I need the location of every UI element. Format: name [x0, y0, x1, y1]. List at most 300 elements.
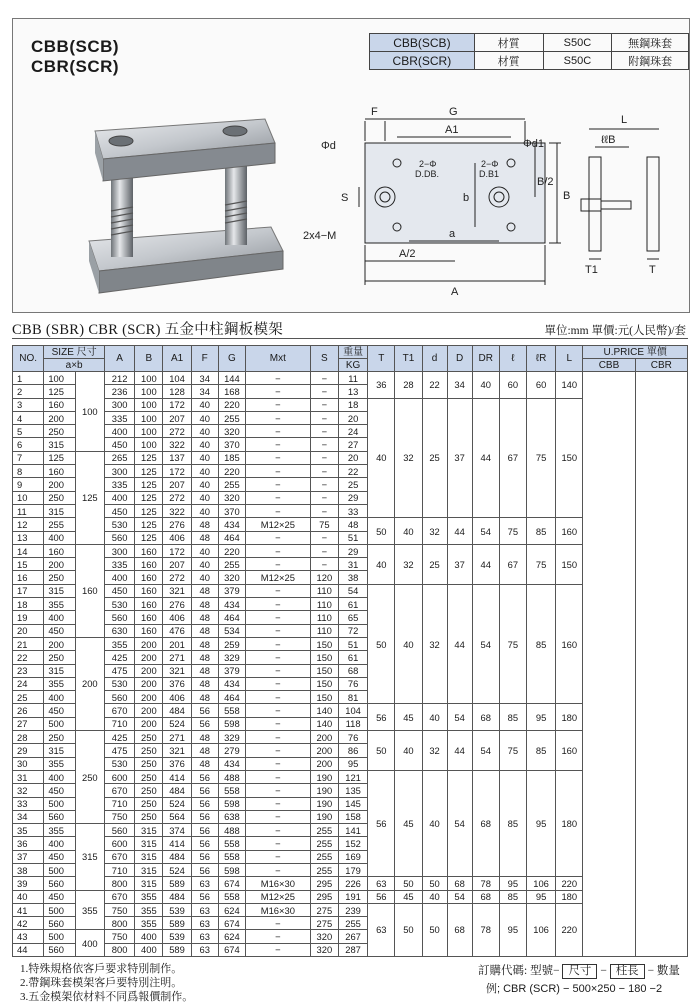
cell-D: 37: [447, 398, 472, 518]
cell-F: 40: [191, 451, 218, 464]
cell-A1: 128: [163, 385, 191, 398]
cell-A1: 589: [163, 917, 191, 930]
cell-no: 15: [13, 558, 44, 571]
cell-S: −: [310, 504, 338, 517]
cell-F: 63: [191, 943, 218, 956]
dim-B2: B/2: [537, 176, 554, 188]
cell-size-a: 250: [44, 651, 75, 664]
cell-B: 100: [135, 385, 163, 398]
cell-A: 670: [104, 850, 134, 863]
cell-no: 38: [13, 863, 44, 876]
cell-kg: 20: [338, 451, 367, 464]
cell-A1: 484: [163, 704, 191, 717]
col-l: ℓ: [499, 346, 526, 372]
cell-B: 200: [135, 651, 163, 664]
cell-Mxt: −: [245, 744, 310, 757]
cell-A: 530: [104, 598, 134, 611]
cell-S: 190: [310, 770, 338, 783]
cell-kg: 76: [338, 677, 367, 690]
cell-kg: 76: [338, 731, 367, 744]
cell-B: 100: [135, 425, 163, 438]
cell-G: 168: [218, 385, 245, 398]
cell-F: 40: [191, 491, 218, 504]
cell-D: 68: [447, 903, 472, 956]
cell-no: 36: [13, 837, 44, 850]
cell-F: 56: [191, 797, 218, 810]
cell-kg: 51: [338, 531, 367, 544]
cell-price-cbr: [635, 372, 687, 957]
cell-lR: 95: [526, 770, 555, 876]
page-title: CBB (SBR) CBR (SCR) 五金中柱鋼板模架: [12, 322, 284, 338]
cell-A: 600: [104, 770, 134, 783]
cell-size-a: 315: [44, 744, 75, 757]
cell-lR: 75: [526, 544, 555, 584]
cell-A1: 484: [163, 784, 191, 797]
cell-size-a: 315: [44, 584, 75, 597]
cell-B: 400: [135, 943, 163, 956]
cell-F: 48: [191, 731, 218, 744]
cell-F: 48: [191, 611, 218, 624]
cell-l: 85: [499, 890, 526, 903]
cell-G: 598: [218, 797, 245, 810]
cell-F: 34: [191, 372, 218, 385]
cell-no: 14: [13, 544, 44, 557]
cell-no: 1: [13, 372, 44, 385]
cell-F: 56: [191, 784, 218, 797]
cell-Mxt: M16×30: [245, 877, 310, 890]
spec-note: 無鋼珠套: [612, 34, 689, 52]
cell-d: 50: [422, 877, 447, 890]
model-name-2: CBR(SCR): [31, 57, 120, 76]
cell-B: 250: [135, 731, 163, 744]
cell-F: 48: [191, 757, 218, 770]
cell-A: 800: [104, 917, 134, 930]
cell-size-a: 500: [44, 903, 75, 916]
cell-size-a: 450: [44, 784, 75, 797]
cell-size-a: 160: [44, 544, 75, 557]
cell-d: 32: [422, 731, 447, 771]
cell-A: 750: [104, 903, 134, 916]
cell-A: 400: [104, 571, 134, 584]
cell-size-b: 100: [75, 372, 104, 452]
cell-S: −: [310, 425, 338, 438]
cell-G: 320: [218, 491, 245, 504]
cell-F: 56: [191, 850, 218, 863]
cell-kg: 33: [338, 504, 367, 517]
cell-S: 150: [310, 651, 338, 664]
cell-A: 425: [104, 731, 134, 744]
cell-A1: 172: [163, 465, 191, 478]
cell-size-a: 200: [44, 411, 75, 424]
cell-F: 48: [191, 584, 218, 597]
order-length-box: 柱長: [610, 964, 645, 979]
cell-no: 29: [13, 744, 44, 757]
cell-d: 50: [422, 903, 447, 956]
cell-G: 638: [218, 810, 245, 823]
cell-G: 279: [218, 744, 245, 757]
cell-A1: 271: [163, 651, 191, 664]
cell-B: 250: [135, 770, 163, 783]
spec-material-label: 材質: [474, 34, 543, 52]
cell-G: 220: [218, 398, 245, 411]
cell-L: 220: [556, 877, 583, 890]
cell-Mxt: M12×25: [245, 890, 310, 903]
cell-DR: 44: [472, 544, 499, 584]
cell-size-a: 400: [44, 770, 75, 783]
cell-no: 22: [13, 651, 44, 664]
cell-G: 624: [218, 930, 245, 943]
cell-T1: 50: [395, 877, 422, 890]
cell-F: 56: [191, 704, 218, 717]
cell-size-a: 450: [44, 704, 75, 717]
cell-F: 56: [191, 824, 218, 837]
cell-G: 220: [218, 465, 245, 478]
cell-B: 160: [135, 558, 163, 571]
cell-size-b: 355: [75, 890, 104, 930]
cell-DR: 68: [472, 890, 499, 903]
cell-B: 200: [135, 704, 163, 717]
cell-no: 42: [13, 917, 44, 930]
cell-T: 40: [368, 398, 395, 518]
cell-d: 25: [422, 544, 447, 584]
cell-G: 598: [218, 863, 245, 876]
cell-F: 56: [191, 770, 218, 783]
spec-table: [12, 345, 688, 957]
cell-S: −: [310, 544, 338, 557]
cell-size-b: 160: [75, 544, 104, 637]
cell-A1: 137: [163, 451, 191, 464]
cell-A1: 539: [163, 930, 191, 943]
cell-size-a: 500: [44, 717, 75, 730]
cell-size-a: 560: [44, 917, 75, 930]
cell-l: 60: [499, 372, 526, 399]
cell-kg: 25: [338, 478, 367, 491]
cell-A: 450: [104, 438, 134, 451]
cell-S: −: [310, 438, 338, 451]
dim-T: T: [649, 264, 656, 276]
cell-B: 125: [135, 451, 163, 464]
cell-size-a: 200: [44, 558, 75, 571]
dim-F: F: [371, 106, 378, 118]
cell-A1: 484: [163, 850, 191, 863]
cell-Mxt: −: [245, 478, 310, 491]
cell-no: 11: [13, 504, 44, 517]
cell-lR: 106: [526, 903, 555, 956]
cell-Mxt: −: [245, 651, 310, 664]
cell-A1: 406: [163, 611, 191, 624]
cell-G: 674: [218, 877, 245, 890]
note-3: 3.五金模架依材料不同爲報價制作。: [20, 991, 194, 1003]
cell-kg: 72: [338, 624, 367, 637]
cell-DR: 54: [472, 731, 499, 771]
cell-F: 40: [191, 438, 218, 451]
cell-size-b: 125: [75, 451, 104, 544]
cell-A1: 589: [163, 877, 191, 890]
cell-no: 19: [13, 611, 44, 624]
cell-Mxt: −: [245, 677, 310, 690]
cell-B: 250: [135, 810, 163, 823]
cell-DR: 68: [472, 704, 499, 731]
cell-F: 56: [191, 863, 218, 876]
col-price: U.PRICE 單價: [583, 346, 688, 359]
cell-T1: 45: [395, 704, 422, 731]
cell-S: 275: [310, 903, 338, 916]
cell-G: 464: [218, 531, 245, 544]
cell-no: 24: [13, 677, 44, 690]
cell-S: −: [310, 531, 338, 544]
cell-size-a: 125: [44, 385, 75, 398]
cell-d: 25: [422, 398, 447, 518]
dim-S: S: [341, 192, 349, 204]
cell-no: 2: [13, 385, 44, 398]
cell-L: 150: [556, 398, 583, 518]
col-L: L: [556, 346, 583, 372]
cell-B: 125: [135, 518, 163, 531]
cell-A1: 272: [163, 425, 191, 438]
cell-lR: 106: [526, 877, 555, 890]
cell-A: 750: [104, 810, 134, 823]
cell-B: 315: [135, 863, 163, 876]
cell-Mxt: M12×25: [245, 571, 310, 584]
cell-F: 40: [191, 465, 218, 478]
cell-A1: 484: [163, 890, 191, 903]
dim-M: 2x4−M: [303, 230, 337, 242]
cell-B: 125: [135, 465, 163, 478]
cell-A: 425: [104, 651, 134, 664]
cell-F: 48: [191, 664, 218, 677]
order-label: 訂購代碼: 型號−: [478, 965, 560, 977]
cell-l: 85: [499, 770, 526, 876]
cell-L: 150: [556, 544, 583, 584]
cell-l: 95: [499, 903, 526, 956]
cell-A1: 414: [163, 837, 191, 850]
cell-T: 56: [368, 770, 395, 876]
col-size: SIZE 尺寸: [44, 346, 105, 359]
cell-kg: 61: [338, 651, 367, 664]
cell-F: 63: [191, 903, 218, 916]
col-Mxt: Mxt: [245, 346, 310, 372]
cell-size-a: 560: [44, 943, 75, 956]
cell-A: 560: [104, 531, 134, 544]
cell-F: 40: [191, 398, 218, 411]
cell-A: 265: [104, 451, 134, 464]
col-D: D: [447, 346, 472, 372]
cell-kg: 135: [338, 784, 367, 797]
order-dash: −: [600, 965, 607, 977]
cell-lR: 60: [526, 372, 555, 399]
cell-A1: 272: [163, 571, 191, 584]
cell-B: 315: [135, 837, 163, 850]
cell-size-a: 355: [44, 824, 75, 837]
cell-F: 40: [191, 544, 218, 557]
cell-S: 110: [310, 598, 338, 611]
cell-S: 295: [310, 890, 338, 903]
cell-F: 48: [191, 651, 218, 664]
cell-kg: 191: [338, 890, 367, 903]
cell-S: 110: [310, 624, 338, 637]
cell-d: 32: [422, 518, 447, 545]
cell-B: 100: [135, 372, 163, 385]
cell-kg: 145: [338, 797, 367, 810]
cell-T: 56: [368, 890, 395, 903]
order-code: [478, 962, 680, 979]
cell-d: 22: [422, 372, 447, 399]
note-1: 1.特殊規格依客戶要求特別制作。: [20, 963, 183, 975]
cell-A1: 374: [163, 824, 191, 837]
cell-B: 100: [135, 411, 163, 424]
cell-B: 200: [135, 637, 163, 650]
cell-B: 250: [135, 757, 163, 770]
cell-Mxt: −: [245, 691, 310, 704]
cell-no: 41: [13, 903, 44, 916]
cell-B: 315: [135, 824, 163, 837]
dim-A2: A/2: [399, 248, 416, 260]
cell-A1: 321: [163, 744, 191, 757]
material-spec-table: [369, 33, 689, 70]
cell-size-a: 560: [44, 877, 75, 890]
cell-l: 67: [499, 398, 526, 518]
cell-B: 160: [135, 598, 163, 611]
cell-G: 185: [218, 451, 245, 464]
col-G: G: [218, 346, 245, 372]
cell-F: 56: [191, 810, 218, 823]
cell-S: 255: [310, 850, 338, 863]
cell-T1: 40: [395, 584, 422, 704]
title-divider: [12, 338, 688, 339]
cell-S: 110: [310, 584, 338, 597]
cell-Mxt: −: [245, 372, 310, 385]
cell-size-a: 400: [44, 837, 75, 850]
cell-A1: 322: [163, 438, 191, 451]
cell-A1: 104: [163, 372, 191, 385]
col-T: T: [368, 346, 395, 372]
cell-B: 160: [135, 611, 163, 624]
cell-Mxt: −: [245, 757, 310, 770]
cell-B: 125: [135, 478, 163, 491]
cell-no: 31: [13, 770, 44, 783]
cell-no: 30: [13, 757, 44, 770]
cell-no: 10: [13, 491, 44, 504]
dim-A1: A1: [445, 124, 459, 136]
cell-T: 63: [368, 877, 395, 890]
cell-G: 255: [218, 558, 245, 571]
cell-A1: 376: [163, 677, 191, 690]
cell-A1: 524: [163, 863, 191, 876]
cell-no: 12: [13, 518, 44, 531]
spec-note: 附鋼珠套: [612, 52, 689, 70]
cell-lR: 95: [526, 890, 555, 903]
cell-S: 255: [310, 824, 338, 837]
dim-phid: Φd: [321, 140, 336, 152]
spec-model: CBB(SCB): [370, 34, 475, 52]
cell-no: 6: [13, 438, 44, 451]
cell-DR: 54: [472, 584, 499, 704]
cell-G: 488: [218, 824, 245, 837]
dimension-drawing: [299, 91, 699, 321]
cell-T1: 32: [395, 544, 422, 584]
cell-no: 27: [13, 717, 44, 730]
dim-A: A: [451, 286, 459, 298]
cell-G: 320: [218, 571, 245, 584]
cell-no: 28: [13, 731, 44, 744]
cell-A1: 276: [163, 598, 191, 611]
cell-kg: 54: [338, 584, 367, 597]
cell-Mxt: −: [245, 837, 310, 850]
cell-G: 598: [218, 717, 245, 730]
cell-no: 4: [13, 411, 44, 424]
cell-kg: 22: [338, 465, 367, 478]
cell-A: 236: [104, 385, 134, 398]
cell-A: 300: [104, 544, 134, 557]
cell-T: 50: [368, 731, 395, 771]
cell-Mxt: −: [245, 611, 310, 624]
cell-Mxt: −: [245, 584, 310, 597]
cell-S: 75: [310, 518, 338, 531]
cell-G: 370: [218, 504, 245, 517]
cell-F: 63: [191, 877, 218, 890]
cell-no: 43: [13, 930, 44, 943]
cell-G: 558: [218, 890, 245, 903]
cell-S: −: [310, 411, 338, 424]
cell-F: 40: [191, 425, 218, 438]
cell-T: 40: [368, 544, 395, 584]
cell-size-a: 125: [44, 451, 75, 464]
cell-A: 475: [104, 744, 134, 757]
cell-kg: 68: [338, 664, 367, 677]
col-F: F: [191, 346, 218, 372]
dim-a: a: [449, 228, 456, 240]
cell-size-b: 400: [75, 930, 104, 957]
cell-kg: 104: [338, 704, 367, 717]
cell-D: 54: [447, 890, 472, 903]
die-set-photo: [75, 101, 285, 301]
cell-G: 255: [218, 411, 245, 424]
col-A: A: [104, 346, 134, 372]
cell-size-b: 315: [75, 824, 104, 890]
cell-S: −: [310, 478, 338, 491]
cell-no: 9: [13, 478, 44, 491]
table-row: [13, 372, 688, 385]
cell-Mxt: −: [245, 797, 310, 810]
cell-L: 180: [556, 704, 583, 731]
cell-G: 434: [218, 757, 245, 770]
cell-B: 160: [135, 584, 163, 597]
cell-kg: 86: [338, 744, 367, 757]
cell-size-a: 450: [44, 850, 75, 863]
col-B: B: [135, 346, 163, 372]
cell-B: 160: [135, 624, 163, 637]
cell-T: 36: [368, 372, 395, 399]
cell-A: 630: [104, 624, 134, 637]
cell-lR: 85: [526, 731, 555, 771]
cell-kg: 38: [338, 571, 367, 584]
cell-A: 530: [104, 518, 134, 531]
cell-F: 34: [191, 385, 218, 398]
cell-A: 335: [104, 411, 134, 424]
cell-l: 67: [499, 544, 526, 584]
cell-B: 200: [135, 691, 163, 704]
cell-G: 558: [218, 850, 245, 863]
cell-A1: 321: [163, 664, 191, 677]
cell-A: 475: [104, 664, 134, 677]
cell-l: 75: [499, 584, 526, 704]
cell-B: 125: [135, 491, 163, 504]
spec-material-label: 材質: [474, 52, 543, 70]
cell-Mxt: −: [245, 531, 310, 544]
cell-Mxt: −: [245, 784, 310, 797]
cell-l: 85: [499, 704, 526, 731]
cell-A1: 414: [163, 770, 191, 783]
